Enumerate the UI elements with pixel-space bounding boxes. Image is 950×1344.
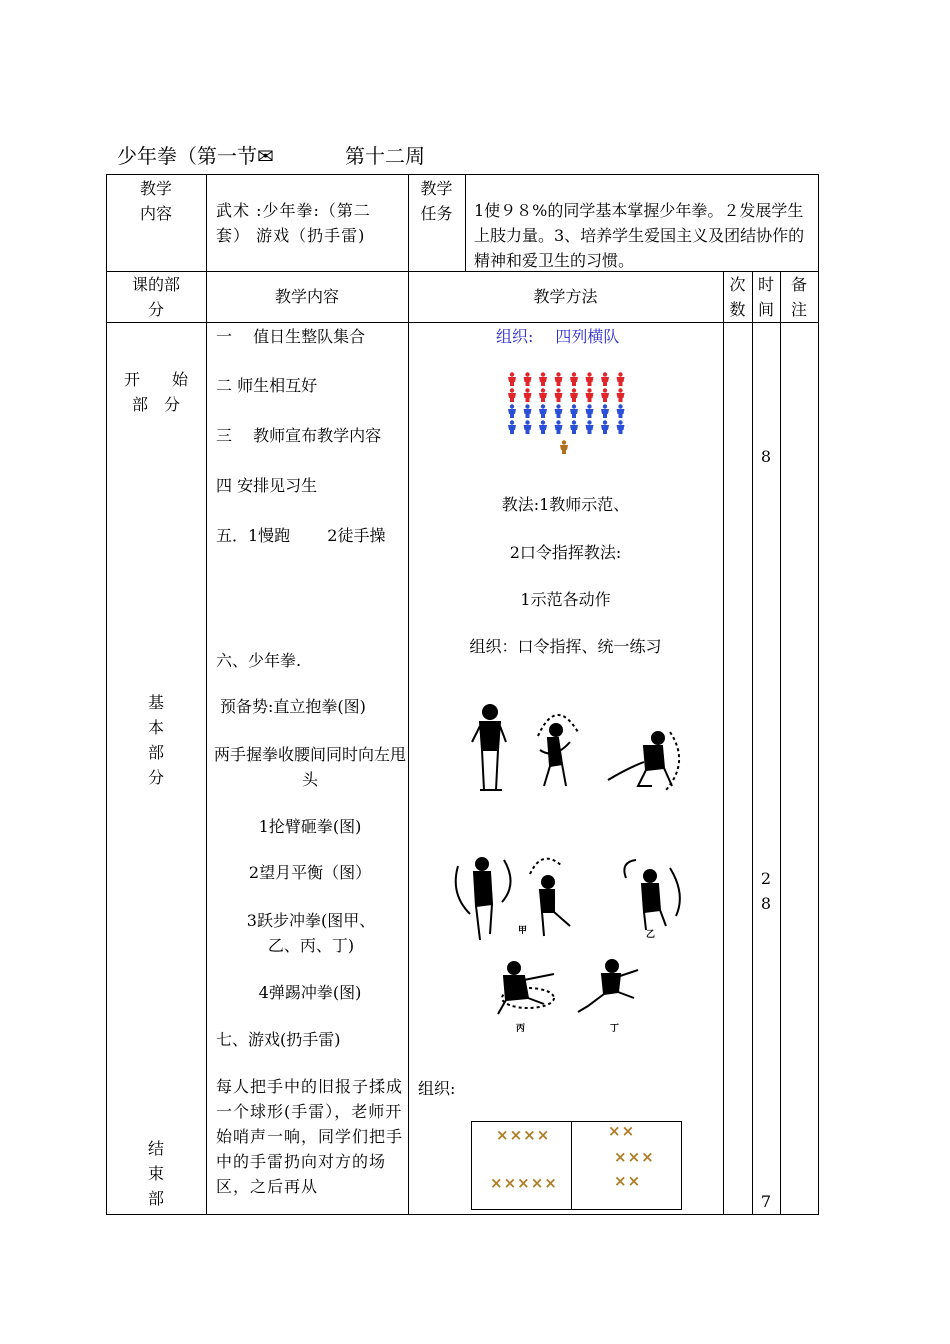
teacher-figure — [560, 440, 568, 454]
content-item-6: 六、少年拳. — [216, 651, 302, 670]
student-figure — [586, 388, 594, 402]
content-item-1: 一 值日生整队集合 — [216, 327, 366, 346]
student-figure — [539, 404, 547, 418]
page-title — [117, 140, 425, 169]
student-figure — [601, 420, 609, 434]
student-figure — [508, 404, 516, 418]
time-end: 7 — [760, 1192, 772, 1211]
student-figure — [570, 372, 578, 386]
student-figure — [555, 420, 563, 434]
team-right-row-2: ××× — [614, 1148, 655, 1166]
content-item-12: 4弹踢冲拳(图) — [258, 983, 362, 1002]
game-org-label: 组织: — [418, 1079, 456, 1098]
student-figure — [555, 404, 563, 418]
team-left-row-2: ××××× — [490, 1174, 558, 1192]
method-4: 组织：口令指挥、统一练习 — [469, 637, 662, 656]
martial-arts-figures-row1 — [458, 702, 698, 802]
col-count: 次 数 — [729, 275, 746, 319]
student-figure — [524, 404, 532, 418]
student-figure — [539, 420, 547, 434]
content-item-14: 每人把手中的旧报子揉成一个球形(手雷），老师开始哨声一响，同学们把手中的手雷扔向对方的场区，之后再从 — [216, 1077, 404, 1196]
time-basic: 2 8 — [760, 869, 772, 913]
student-figure — [555, 372, 563, 386]
student-figure — [508, 388, 516, 402]
task-text: 1使９８%的同学基本掌握少年拳。２发展学生上肢力量。3、培养学生爱国主义及团结协作的精神和爱卫生的习惯。 — [474, 201, 805, 270]
week-label: 第十二周 — [345, 144, 425, 168]
content-label: 教学 内容 — [139, 179, 172, 223]
student-figure — [508, 420, 516, 434]
student-figure — [539, 388, 547, 402]
section-start: 开 始 部 分 — [123, 370, 188, 414]
student-figure — [586, 420, 594, 434]
student-figure — [601, 388, 609, 402]
student-figure — [570, 420, 578, 434]
fig-label-ding: 丁 — [610, 1024, 620, 1034]
time-start: 8 — [760, 447, 772, 466]
formation-diagram — [504, 370, 628, 458]
col-part: 课的部 分 — [131, 275, 180, 319]
student-figure — [601, 372, 609, 386]
content-item-13: 七、游戏(扔手雷) — [216, 1030, 341, 1049]
field-divider — [571, 1122, 572, 1209]
content-item-4: 四 安排见习生 — [216, 476, 318, 495]
method-2: 2口令指挥教法: — [509, 543, 622, 562]
content-item-11: 3跃步冲拳(图甲、乙、丙、丁) — [246, 911, 376, 955]
student-figure — [524, 372, 532, 386]
method-3: 1示范各动作 — [520, 590, 611, 609]
student-figure — [524, 420, 532, 434]
student-figure — [617, 420, 625, 434]
student-figure — [617, 372, 625, 386]
col-content: 教学内容 — [274, 287, 339, 306]
content-item-7: 预备势:直立抱拳(图) — [220, 697, 366, 716]
lesson-title: 少年拳（第一节✉ — [117, 144, 274, 168]
lesson-table — [106, 174, 819, 1215]
task-label: 教学 任务 — [420, 179, 453, 223]
student-figure — [617, 404, 625, 418]
game-field — [471, 1121, 682, 1210]
col-time: 时 间 — [757, 275, 774, 319]
org-formation: 组织: 四列横队 — [496, 327, 620, 346]
content-item-3: 三 教师宣布教学内容 — [216, 426, 382, 445]
content-item-2: 二 师生相互好 — [216, 376, 318, 395]
student-figure — [508, 372, 516, 386]
section-end: 结 束 部 — [147, 1139, 164, 1208]
student-figure — [570, 388, 578, 402]
content-item-5: 五．1慢跑 2徒手操 — [216, 526, 386, 545]
martial-arts-figures-row3 — [488, 958, 648, 1028]
student-figure — [524, 388, 532, 402]
content-text: 武术 :少年拳:（第二套） 游戏（扔手雷) — [216, 201, 371, 245]
student-figure — [601, 404, 609, 418]
content-item-8: 两手握拳收腰间同时向左甩头 — [214, 745, 407, 789]
team-right-row-1: ×× — [608, 1122, 636, 1140]
content-item-9: 1抡臂砸拳(图) — [258, 817, 362, 836]
team-right-row-3: ×× — [614, 1172, 642, 1190]
fig-label-bing: 丙 — [516, 1024, 526, 1034]
col-note: 备 注 — [790, 275, 807, 319]
section-basic: 基 本 部 分 — [147, 693, 164, 787]
student-figure — [539, 372, 547, 386]
student-figure — [617, 388, 625, 402]
fig-label-jia: 甲 — [518, 926, 528, 936]
student-figure — [586, 372, 594, 386]
fig-label-yi: 乙 — [646, 930, 656, 940]
student-figure — [586, 404, 594, 418]
col-method: 教学方法 — [533, 287, 598, 306]
student-figure — [570, 404, 578, 418]
team-left-row-1: ×××× — [496, 1126, 551, 1144]
method-1: 教法:1教师示范、 — [501, 495, 630, 514]
student-figure — [555, 388, 563, 402]
content-item-10: 2望月平衡（图） — [248, 863, 372, 882]
